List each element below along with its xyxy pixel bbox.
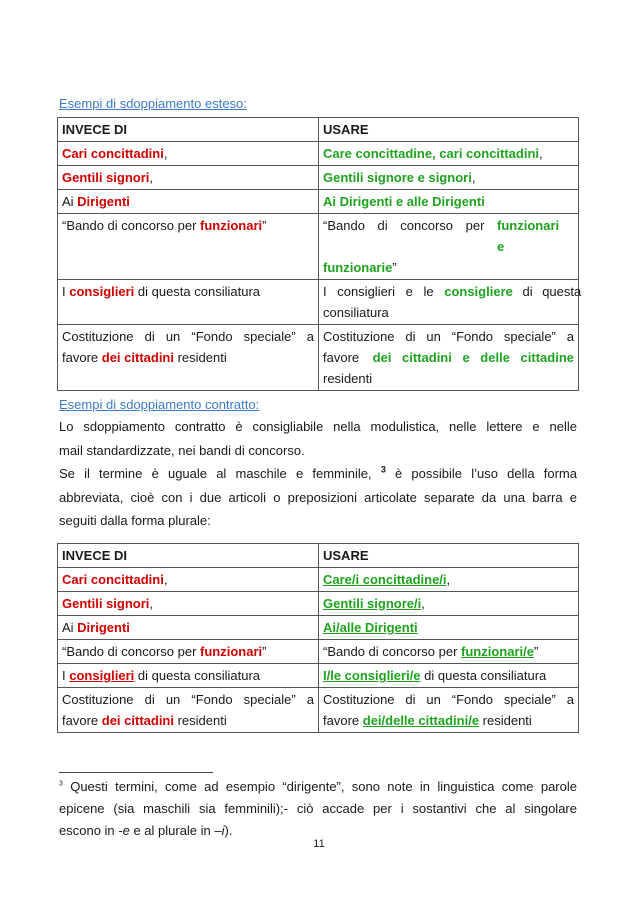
- green-term: funzionari/e: [461, 644, 534, 659]
- cell-text: favore: [323, 350, 360, 365]
- green-term: Gentili signore e signori: [323, 170, 472, 185]
- table-row: [58, 616, 579, 640]
- table-sdoppiamento-esteso: [57, 117, 582, 391]
- section-heading-contratto: Esempi di sdoppiamento contratto:: [59, 397, 260, 412]
- invece-cell: [58, 190, 319, 214]
- paragraph-line: [59, 462, 577, 486]
- cell-text: Ai: [62, 194, 78, 209]
- invece-cell: [58, 640, 319, 664]
- green-term: consigliere: [444, 284, 513, 299]
- cell-text: consiliatura: [323, 305, 389, 320]
- paragraph-text: è possibile l’uso della forma: [395, 466, 577, 481]
- invece-cell: [58, 142, 319, 166]
- green-term: Gentili signore/i: [323, 596, 422, 611]
- invece-cell: [58, 688, 319, 733]
- footnote-text: e al plurale in: [129, 823, 215, 838]
- paragraph-line: abbreviata, cioè con i due articoli o preposizioni articolate separate da una barra e: [59, 489, 577, 505]
- page-number: 11: [313, 838, 325, 850]
- cell-line: [323, 368, 574, 389]
- cell-text: di questa: [512, 284, 582, 299]
- table-row: [58, 214, 579, 280]
- cell-text: residenti: [479, 713, 532, 728]
- footnote-text: ).: [224, 823, 233, 838]
- usare-cell: [319, 325, 579, 391]
- footnote-marker: 3: [59, 780, 63, 788]
- cell-line: [323, 257, 574, 278]
- usare-cell: [319, 664, 579, 688]
- cell-text: ”: [533, 644, 539, 659]
- usare-cell: [319, 568, 579, 592]
- cell-text: Ai: [62, 620, 78, 635]
- red-term: funzionari: [200, 218, 263, 233]
- red-term: consiglieri: [69, 668, 135, 683]
- cell-line: [62, 710, 314, 731]
- cell-text: ,: [163, 146, 168, 161]
- table-row: [58, 592, 579, 616]
- invece-cell: [58, 616, 319, 640]
- cell-text: “Bando di concorso per: [62, 644, 201, 659]
- red-term: Cari concittadini: [62, 146, 164, 161]
- red-term: consiglieri: [69, 284, 135, 299]
- table-row: [58, 568, 579, 592]
- paragraph-line: Lo sdoppiamento contratto è consigliabile nella modulistica, nelle lettere e nelle: [59, 419, 577, 434]
- invece-cell: [58, 166, 319, 190]
- invece-cell: [58, 664, 319, 688]
- cell-line: Costituzione di un “Fondo speciale” a: [62, 329, 314, 344]
- invece-cell: [58, 592, 319, 616]
- column-header-invece: INVECE DI: [58, 544, 319, 568]
- cell-line: [323, 215, 574, 257]
- invece-cell: [58, 280, 319, 325]
- cell-text: favore: [62, 350, 102, 365]
- cell-text: “Bando di concorso per: [62, 218, 201, 233]
- footnote-separator: [59, 772, 213, 773]
- invece-cell: [58, 568, 319, 592]
- cell-line: [323, 347, 574, 368]
- cell-text: ,: [471, 170, 476, 185]
- cell-line: [323, 281, 582, 302]
- green-term: dei cittadini e delle cittadine: [372, 350, 574, 365]
- cell-text: residenti: [173, 713, 227, 728]
- red-term: funzionari: [200, 644, 263, 659]
- cell-text: ,: [149, 170, 154, 185]
- footnote-text: Questi termini, come ad esempio “dirigente”, sono note in linguistica come parole: [62, 779, 577, 794]
- cell-text: “Bando di concorso per: [323, 644, 462, 659]
- column-header-invece: INVECE DI: [58, 118, 319, 142]
- paragraph-text: Se il termine è uguale al maschile e femminile,: [59, 466, 372, 481]
- footnote-line: epicene (sia maschili sia femminili);- ciò accade per i sostantivi che al singolare: [59, 801, 577, 816]
- footnote: [59, 776, 577, 842]
- cell-text: di questa consiliatura: [134, 668, 261, 683]
- footnote-line: [59, 776, 577, 798]
- invece-cell: [58, 325, 319, 391]
- red-term: Gentili signori: [62, 596, 150, 611]
- footnote-text: escono in: [59, 823, 119, 838]
- usare-cell: [319, 214, 579, 280]
- cell-line: [62, 347, 314, 368]
- cell-text: favore: [62, 713, 102, 728]
- green-term: Care concittadine, cari concittadini: [323, 146, 539, 161]
- cell-text: I: [62, 668, 70, 683]
- cell-line: [323, 710, 574, 731]
- usare-cell: [319, 166, 579, 190]
- cell-text: “Bando di concorso per: [323, 218, 498, 233]
- table-row: [58, 190, 579, 214]
- cell-text: ”: [262, 644, 267, 659]
- cell-text: di questa consiliatura: [134, 284, 261, 299]
- table-row: [58, 166, 579, 190]
- footnote-text-italic: –i: [214, 823, 225, 838]
- cell-text: I: [62, 284, 70, 299]
- table-row: [58, 640, 579, 664]
- cell-text: favore: [323, 713, 363, 728]
- table-row: [58, 325, 579, 391]
- usare-cell: [319, 280, 582, 325]
- paragraph-line: seguiti dalla forma plurale:: [59, 513, 211, 528]
- table-sdoppiamento-contratto: [57, 543, 579, 733]
- column-header-usare: USARE: [319, 544, 579, 568]
- cell-text: ,: [539, 146, 543, 161]
- usare-cell: [319, 616, 579, 640]
- table-row: [58, 688, 579, 733]
- red-term: Dirigenti: [77, 620, 130, 635]
- green-term: funzionari e: [497, 218, 560, 254]
- green-term: Ai Dirigenti e alle Dirigenti: [323, 194, 485, 209]
- green-term: Care/i concittadine/i: [323, 572, 447, 587]
- usare-cell: [319, 142, 579, 166]
- green-term: funzionarie: [323, 260, 393, 275]
- red-term: dei cittadini: [101, 713, 174, 728]
- table-header-row: [58, 544, 579, 568]
- cell-text: ”: [392, 260, 397, 275]
- usare-cell: [319, 640, 579, 664]
- cell-line: Costituzione di un “Fondo speciale” a: [62, 692, 314, 707]
- table-row: [58, 280, 579, 325]
- red-term: Cari concittadini: [62, 572, 164, 587]
- cell-line: Costituzione di un “Fondo speciale” a: [323, 329, 574, 344]
- paragraph-line: mail standardizzate, nei bandi di concorso.: [59, 442, 305, 458]
- cell-text: ,: [446, 572, 451, 587]
- cell-text: ,: [149, 596, 154, 611]
- table-row: [58, 142, 579, 166]
- red-term: Gentili signori: [62, 170, 150, 185]
- cell-text: residenti: [173, 350, 227, 365]
- green-term: Ai/alle Dirigenti: [323, 620, 418, 635]
- footnote-text-italic: -e: [118, 823, 130, 838]
- column-header-usare: USARE: [319, 118, 579, 142]
- green-term: dei/delle cittadini/e: [362, 713, 480, 728]
- cell-line: Costituzione di un “Fondo speciale” a: [323, 692, 574, 707]
- table-row: [58, 664, 579, 688]
- usare-cell: [319, 190, 579, 214]
- usare-cell: [319, 688, 579, 733]
- cell-text: di questa consiliatura: [420, 668, 547, 683]
- section-heading-esteso: Esempi di sdoppiamento esteso:: [59, 96, 247, 111]
- cell-line: [323, 302, 574, 323]
- usare-cell: [319, 592, 579, 616]
- cell-text: ”: [262, 218, 267, 233]
- red-term: Dirigenti: [77, 194, 130, 209]
- cell-text: ,: [163, 572, 168, 587]
- green-term: I/le consiglieri/e: [323, 668, 421, 683]
- red-term: dei cittadini: [101, 350, 174, 365]
- invece-cell: [58, 214, 319, 280]
- table-header-row: [58, 118, 579, 142]
- cell-text: residenti: [323, 371, 373, 386]
- cell-text: ,: [421, 596, 425, 611]
- paragraph-intro: [59, 415, 577, 533]
- footnote-reference[interactable]: 3: [380, 464, 386, 475]
- cell-text: I consiglieri e le: [323, 284, 445, 299]
